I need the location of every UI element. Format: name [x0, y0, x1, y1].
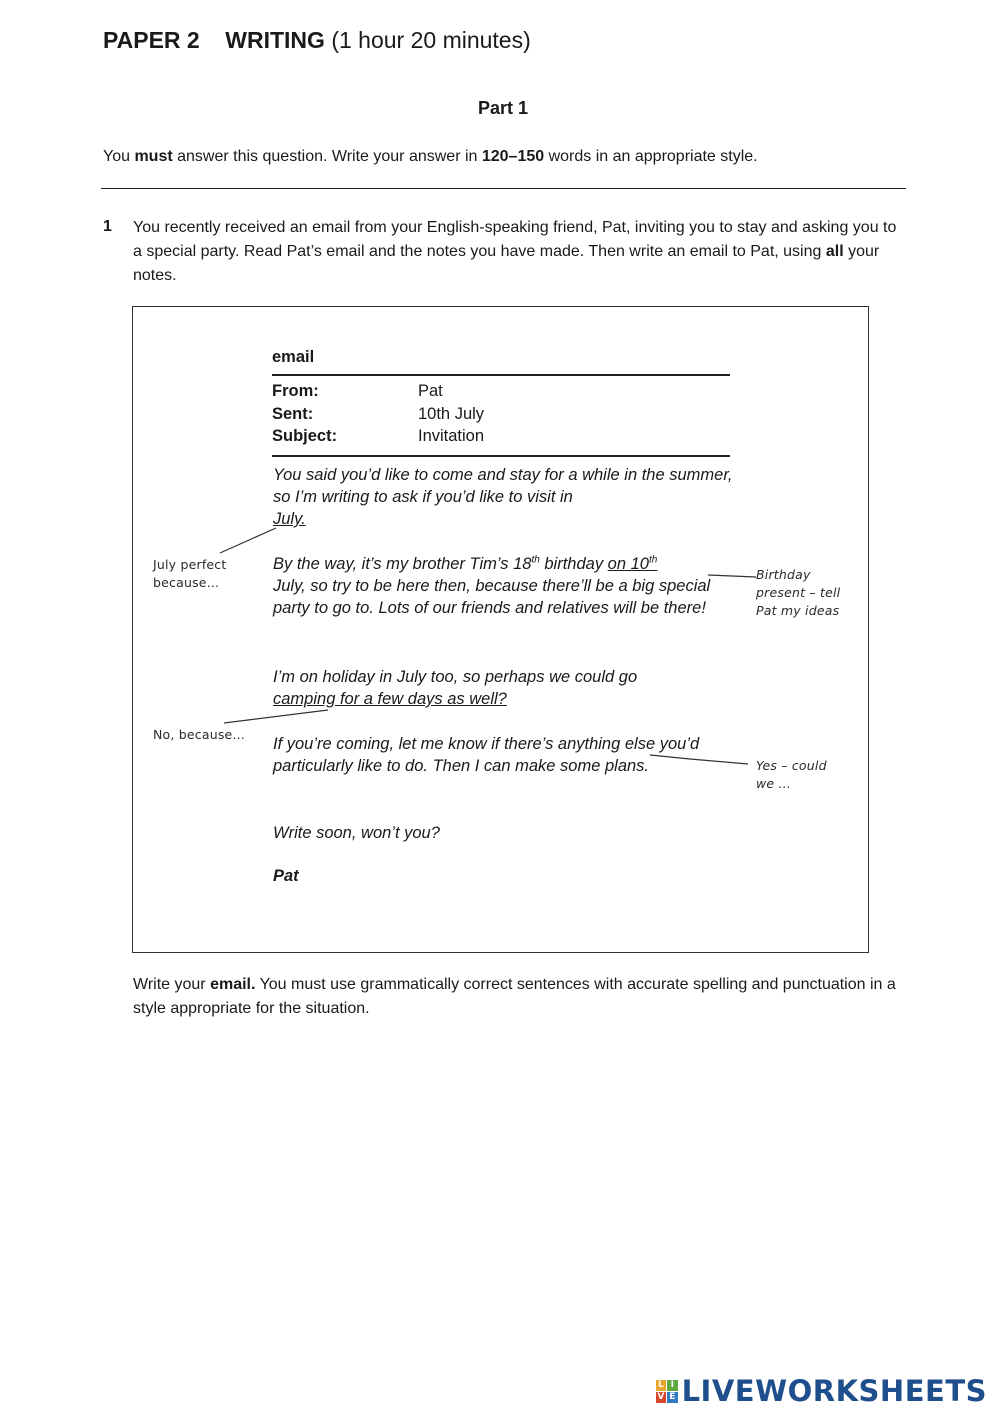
paragraph-text: July, so try to be here then, because there’ll be a big special party to go to. Lots of our friends and relatives will be there! — [273, 577, 711, 617]
email-signature: Pat — [273, 867, 299, 885]
subject-value: Invitation — [418, 427, 485, 445]
paragraph-text: You said you’d like to come and stay for a while in the summer, so I’m writing to ask if you’d like to visit in — [273, 466, 733, 506]
closing-instruction — [133, 973, 903, 1021]
connector-anything-else — [650, 755, 748, 764]
connector-july — [220, 528, 276, 553]
from-value: Pat — [418, 382, 443, 400]
instruction-must: must — [134, 148, 173, 165]
paragraph-text: By the way, it’s my brother Tim’s 18 — [273, 555, 532, 573]
closing-emphasis: email. — [210, 976, 256, 993]
instruction-text: words in an appropriate style. — [544, 148, 758, 165]
note-line: we ... — [756, 776, 792, 791]
email-label: email — [272, 348, 315, 366]
paper-number: PAPER 2 — [103, 27, 200, 53]
note-no-because: No, because… — [153, 727, 246, 742]
from-key: From: — [272, 382, 319, 400]
paragraph-text: birthday — [539, 555, 608, 573]
watermark-text: LIVEWORKSHEETS — [681, 1374, 987, 1408]
connector-camping — [224, 710, 328, 723]
closing-text: Write your — [133, 976, 211, 993]
note-line: because… — [153, 575, 220, 590]
logo-letter: E — [667, 1392, 678, 1403]
sent-key: Sent: — [272, 405, 314, 423]
instruction-text: You — [103, 148, 135, 165]
note-line: Yes – could — [756, 758, 827, 773]
sent-value: 10th July — [418, 405, 485, 423]
subject-key: Subject: — [272, 427, 338, 445]
liveworksheets-watermark — [656, 1374, 987, 1408]
closing-text: You must use grammatically correct sentences with accurate spelling and punctuation in a style appropriate for the situation. — [133, 976, 896, 1017]
underlined-camping: camping for a few days as well? — [273, 690, 507, 708]
instruction-text: answer this question. Write your answer in — [172, 148, 482, 165]
underlined-july: July. — [273, 510, 306, 528]
section-name: WRITING — [225, 27, 325, 53]
email-paragraph-4: If you’re coming, let me know if there’s anything else you’d particularly like to do. Then I can make some plans. — [273, 735, 700, 775]
word-range: 120–150 — [481, 148, 545, 165]
liveworksheets-logo-icon — [656, 1380, 678, 1402]
note-line: present – tell — [756, 585, 841, 600]
note-line: Pat my ideas — [756, 603, 840, 618]
note-line: Birthday — [756, 567, 811, 582]
paragraph-text: on 10 — [607, 555, 649, 573]
question-text-part: You recently received an email from your English-speaking friend, Pat, inviting you to stay and asking you to a special party. Read Pat’s email and the notes you have made. Then write an email to Pat, using — [133, 219, 897, 260]
question-number: 1 — [103, 218, 112, 235]
email-paragraph-5: Write soon, won’t you? — [273, 824, 440, 842]
logo-letter: I — [667, 1380, 678, 1391]
question-emphasis: all — [825, 243, 844, 260]
question-text-part: your notes. — [133, 243, 880, 284]
connector-birthday — [708, 575, 756, 577]
note-line: July perfect — [153, 557, 227, 572]
superscript: th — [648, 554, 658, 566]
logo-letter: V — [657, 1392, 665, 1402]
logo-letter: L — [656, 1380, 667, 1391]
duration: (1 hour 20 minutes) — [331, 27, 531, 53]
part-title: Part 1 — [477, 98, 529, 118]
paragraph-text: I’m on holiday in July too, so perhaps we could go — [273, 668, 638, 686]
superscript: th — [531, 554, 540, 566]
